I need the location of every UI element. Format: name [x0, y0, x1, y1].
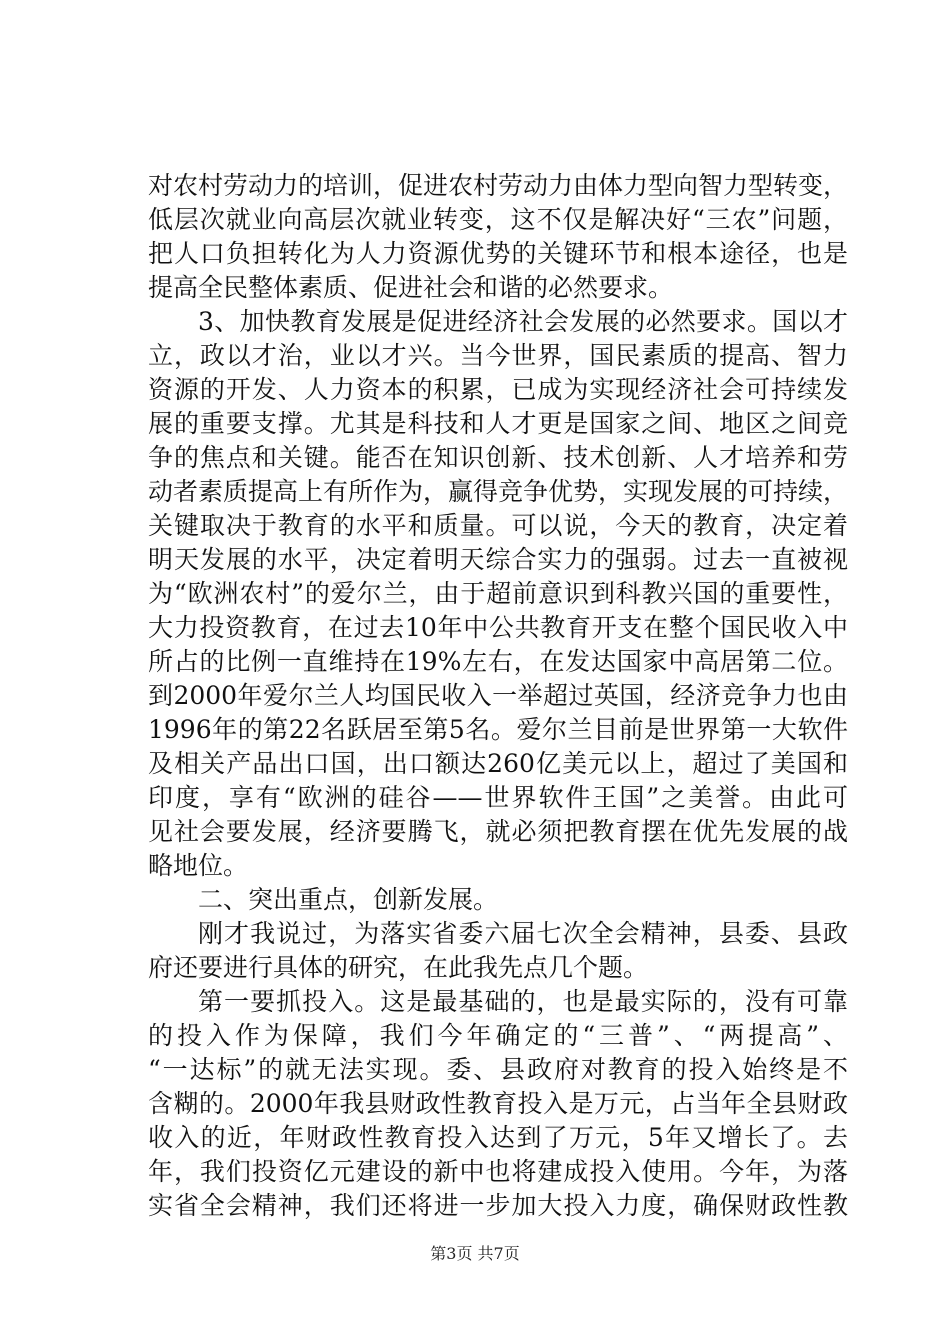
text-line: 印度，享有“欧洲的硅谷——世界软件王国”之美誉。由此可	[148, 783, 848, 812]
text-line: 立，政以才治，业以才兴。当今世界，国民素质的提高、智力	[148, 341, 848, 370]
text-line: 展的重要支撑。尤其是科技和人才更是国家之间、地区之间竞	[148, 409, 848, 438]
text-line: 年，我们投资亿元建设的新中也将建成投入使用。今年，为落	[148, 1157, 848, 1186]
text-line: 关键取决于教育的水平和质量。可以说，今天的教育，决定着	[148, 511, 848, 540]
text-line: 资源的开发、人力资本的积累，已成为实现经济社会可持续发	[148, 375, 848, 404]
text-line: 实省全会精神，我们还将进一步加大投入力度，确保财政性教	[148, 1191, 848, 1220]
text-line: 大力投资教育，在过去10年中公共教育开支在整个国民收入中	[148, 613, 848, 642]
text-line: 所占的比例一直维持在19%左右，在发达国家中高居第二位。	[148, 647, 848, 676]
text-line: 及相关产品出口国，出口额达260亿美元以上，超过了美国和	[148, 749, 848, 778]
text-line: 见社会要发展，经济要腾飞，就必须把教育摆在优先发展的战	[148, 817, 848, 846]
paragraph-start-line: 刚才我说过，为落实省委六届七次全会精神，县委、县政	[198, 919, 848, 948]
text-line: 府还要进行具体的研究，在此我先点几个题。	[148, 953, 649, 982]
text-line: 到2000年爱尔兰人均国民收入一举超过英国，经济竞争力也由	[148, 681, 848, 710]
text-line: 低层次就业向高层次就业转变，这不仅是解决好“三农”问题，	[148, 205, 848, 234]
text-line: 含糊的。2000年我县财政性教育投入是万元，占当年全县财政	[148, 1089, 848, 1118]
paragraph-start-line: 第一要抓投入。这是最基础的，也是最实际的，没有可靠	[198, 987, 848, 1016]
text-line: 明天发展的水平，决定着明天综合实力的强弱。过去一直被视	[148, 545, 848, 574]
text-line: 为“欧洲农村”的爱尔兰，由于超前意识到科教兴国的重要性，	[148, 579, 848, 608]
paragraph-start-line: 3、加快教育发展是促进经济社会发展的必然要求。国以才	[198, 307, 848, 336]
text-line: 的投入作为保障，我们今年确定的“三普”、“两提高”、	[148, 1021, 848, 1050]
text-line: 动者素质提高上有所作为，赢得竞争优势，实现发展的可持续，	[148, 477, 848, 506]
text-line: 把人口负担转化为人力资源优势的关键环节和根本途径，也是	[148, 239, 848, 268]
text-line: 1996年的第22名跃居至第5名。爱尔兰目前是世界第一大软件	[148, 715, 848, 744]
section-heading: 二、突出重点，创新发展。	[198, 885, 499, 914]
text-line: “一达标”的就无法实现。委、县政府对教育的投入始终是不	[148, 1055, 848, 1084]
text-line: 收入的近，年财政性教育投入达到了万元，5年又增长了。去	[148, 1123, 848, 1152]
text-line: 争的焦点和关键。能否在知识创新、技术创新、人才培养和劳	[148, 443, 848, 472]
text-line: 提高全民整体素质、促进社会和谐的必然要求。	[148, 273, 674, 302]
page-footer: 第3页 共7页	[430, 1244, 520, 1263]
text-line: 对农村劳动力的培训，促进农村劳动力由体力型向智力型转变，	[148, 171, 848, 200]
text-line: 略地位。	[148, 851, 249, 880]
